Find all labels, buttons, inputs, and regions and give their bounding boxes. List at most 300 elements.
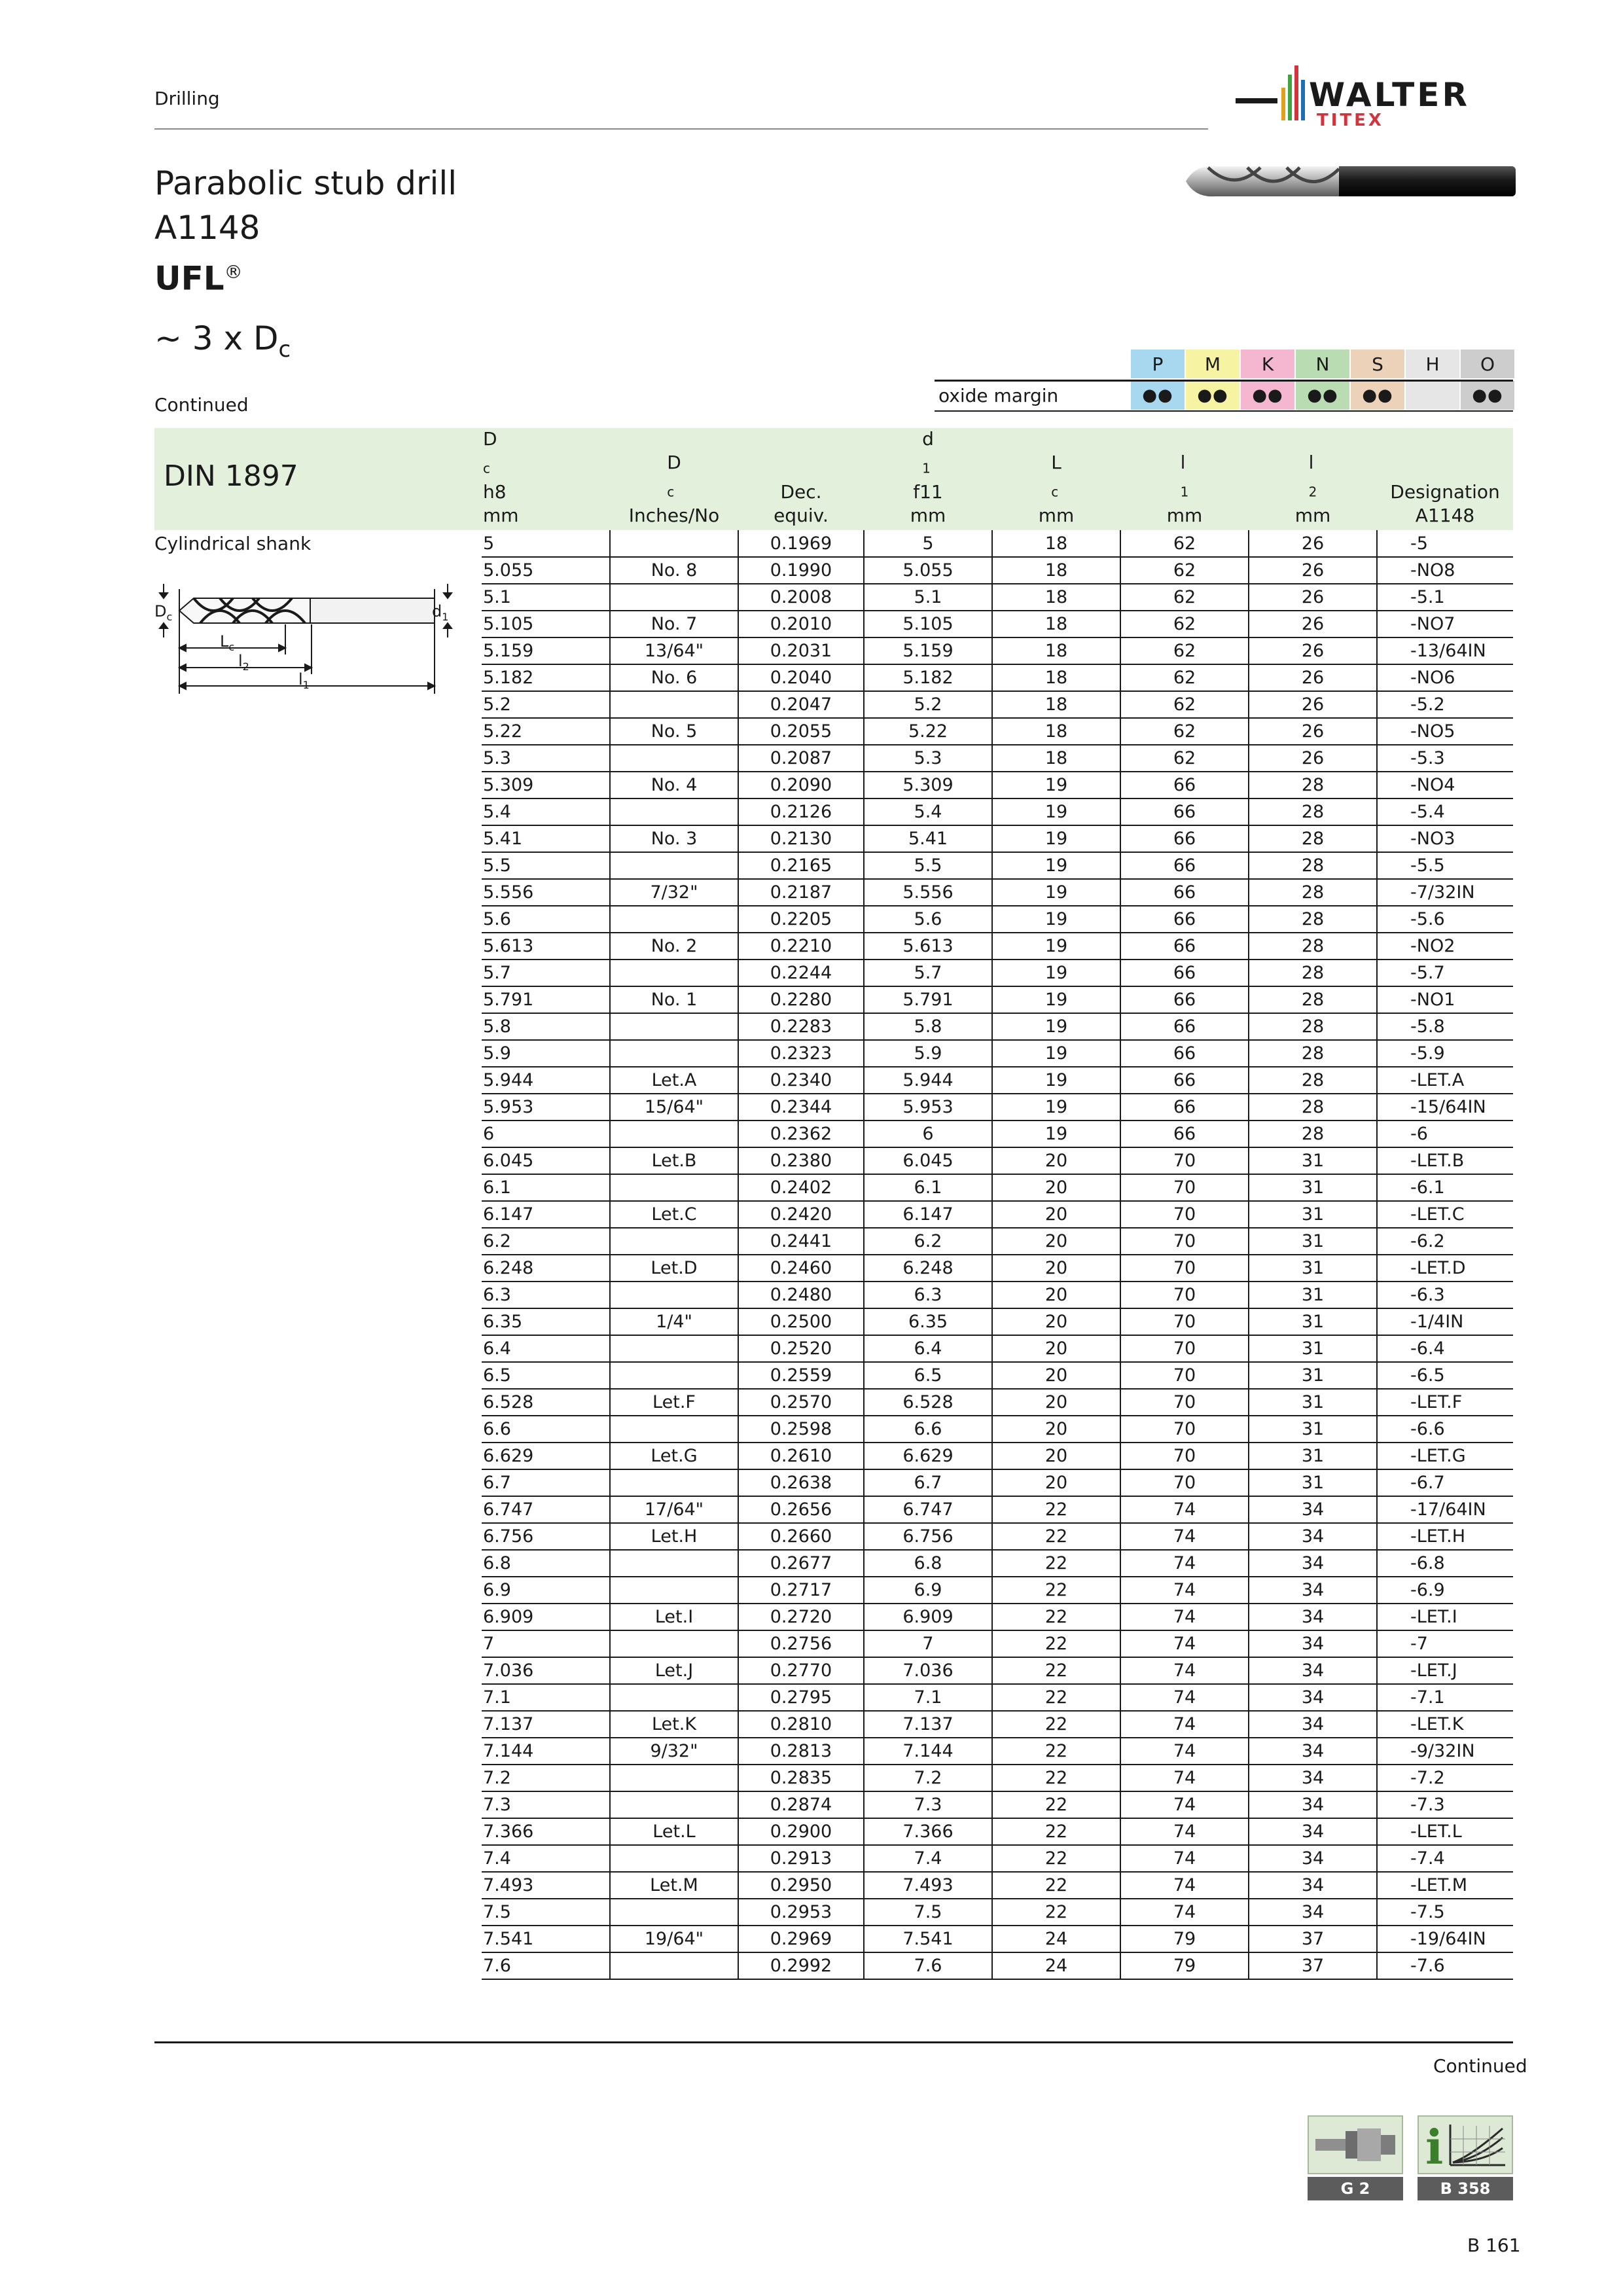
table-row (482, 1791, 1513, 1818)
cell-l2: 34 (1249, 1550, 1377, 1577)
cell-lc: 22 (992, 1899, 1120, 1926)
cell-inch (610, 1282, 738, 1308)
material-code-m: M (1186, 350, 1241, 378)
cell-l1: 62 (1120, 584, 1249, 611)
cell-dec: 0.2205 (738, 906, 864, 933)
cell-designation: -6.9 (1377, 1577, 1513, 1604)
cell-l2: 26 (1249, 611, 1377, 637)
table-row (482, 1174, 1513, 1201)
cell-lc: 18 (992, 530, 1120, 557)
cell-dc: 7.137 (482, 1711, 610, 1738)
table-row (482, 530, 1513, 557)
walter-titex-logo (1236, 63, 1517, 135)
cell-dec: 0.2283 (738, 1013, 864, 1040)
dim-l1: $l_1$ (298, 670, 310, 691)
cell-d1: 7.144 (864, 1738, 992, 1765)
cell-l2: 34 (1249, 1523, 1377, 1550)
cell-inch (610, 1174, 738, 1201)
cell-designation: -NO4 (1377, 772, 1513, 798)
cell-l2: 28 (1249, 852, 1377, 879)
cell-inch (610, 1630, 738, 1657)
cell-dc: 5.309 (482, 772, 610, 798)
cell-l1: 70 (1120, 1416, 1249, 1443)
cell-inch (610, 1362, 738, 1389)
cell-inch: Let.G (610, 1443, 738, 1469)
svg-text:WALTER: WALTER (1309, 76, 1470, 114)
cell-inch: Let.K (610, 1711, 738, 1738)
cell-designation: -13/64IN (1377, 637, 1513, 664)
cell-dc: 5.159 (482, 637, 610, 664)
continued-note-top: Continued (154, 394, 249, 416)
header-divider (154, 128, 1208, 130)
section-label: Drilling (154, 88, 220, 109)
cell-inch: Let.M (610, 1872, 738, 1899)
material-mark-m: ●● (1186, 381, 1241, 410)
cell-dc: 6.1 (482, 1174, 610, 1201)
cell-lc: 22 (992, 1577, 1120, 1604)
cell-designation: -5.6 (1377, 906, 1513, 933)
cell-inch: 9/32" (610, 1738, 738, 1765)
cell-lc: 19 (992, 1094, 1120, 1121)
cell-dec: 0.2835 (738, 1765, 864, 1791)
cell-d1: 5.8 (864, 1013, 992, 1040)
cell-l2: 26 (1249, 691, 1377, 718)
cell-l2: 28 (1249, 879, 1377, 906)
cell-dec: 0.2656 (738, 1496, 864, 1523)
cell-dec: 0.2480 (738, 1282, 864, 1308)
cell-inch: Let.L (610, 1818, 738, 1845)
table-row (482, 1121, 1513, 1147)
material-code-s: S (1351, 350, 1406, 378)
cell-dec: 0.2040 (738, 664, 864, 691)
cell-d1: 6.629 (864, 1443, 992, 1469)
cell-d1: 7.2 (864, 1765, 992, 1791)
dim-d1: $d_1$ (432, 602, 449, 623)
col-header-l1: l $_1$ mm (1166, 452, 1203, 526)
cell-inch (610, 530, 738, 557)
cell-designation: -5.3 (1377, 745, 1513, 772)
cell-d1: 5.6 (864, 906, 992, 933)
cell-dc: 7.036 (482, 1657, 610, 1684)
cell-inch: No. 1 (610, 986, 738, 1013)
material-mark-h (1406, 381, 1461, 410)
cell-dec: 0.2420 (738, 1201, 864, 1228)
cell-d1: 7.541 (864, 1926, 992, 1952)
cell-inch (610, 1469, 738, 1496)
cell-dec: 0.2638 (738, 1469, 864, 1496)
cell-dec: 0.2720 (738, 1604, 864, 1630)
cell-inch: Let.C (610, 1201, 738, 1228)
cell-l2: 31 (1249, 1255, 1377, 1282)
cell-l1: 70 (1120, 1228, 1249, 1255)
col-header-inch: D $_c$ Inches/No (628, 452, 720, 526)
table-bottom-rule (154, 2041, 1513, 2043)
cell-dec: 0.2813 (738, 1738, 864, 1765)
cell-dec: 0.2210 (738, 933, 864, 960)
table-row (482, 1094, 1513, 1121)
cell-lc: 19 (992, 825, 1120, 852)
table-row (482, 1657, 1513, 1684)
table-row (482, 664, 1513, 691)
cell-d1: 6.147 (864, 1201, 992, 1228)
cell-l2: 31 (1249, 1147, 1377, 1174)
cell-designation: -5.8 (1377, 1013, 1513, 1040)
cell-dc: 5.4 (482, 798, 610, 825)
table-row (482, 1201, 1513, 1228)
cell-dec: 0.2441 (738, 1228, 864, 1255)
cell-lc: 20 (992, 1228, 1120, 1255)
cell-lc: 24 (992, 1926, 1120, 1952)
table-row (482, 1416, 1513, 1443)
cell-designation: -5 (1377, 530, 1513, 557)
cell-l1: 62 (1120, 530, 1249, 557)
cell-l1: 62 (1120, 664, 1249, 691)
cell-l1: 74 (1120, 1523, 1249, 1550)
cell-dec: 0.2610 (738, 1443, 864, 1469)
cell-designation: -LET.B (1377, 1147, 1513, 1174)
cell-lc: 22 (992, 1523, 1120, 1550)
material-mark-n: ●● (1296, 381, 1351, 410)
cell-l2: 28 (1249, 798, 1377, 825)
cell-l1: 70 (1120, 1174, 1249, 1201)
cell-l2: 28 (1249, 1121, 1377, 1147)
cell-designation: -17/64IN (1377, 1496, 1513, 1523)
cell-inch: No. 5 (610, 718, 738, 745)
material-code-o: O (1461, 350, 1516, 378)
material-header-row (935, 350, 1516, 378)
col-header-designation: Designation A1148 (1390, 481, 1500, 526)
cell-dc: 7.5 (482, 1899, 610, 1926)
cell-dc: 6.747 (482, 1496, 610, 1523)
cell-designation: -LET.J (1377, 1657, 1513, 1684)
cell-dec: 0.2969 (738, 1926, 864, 1952)
cell-inch (610, 1577, 738, 1604)
cell-inch: Let.B (610, 1147, 738, 1174)
cell-l2: 26 (1249, 530, 1377, 557)
cell-l2: 34 (1249, 1604, 1377, 1630)
cell-lc: 22 (992, 1818, 1120, 1845)
cell-lc: 20 (992, 1282, 1120, 1308)
cell-l2: 31 (1249, 1228, 1377, 1255)
cell-dec: 0.2362 (738, 1121, 864, 1147)
material-rule-top (935, 380, 1513, 382)
cell-designation: -NO5 (1377, 718, 1513, 745)
cell-d1: 6 (864, 1121, 992, 1147)
cell-dec: 0.1990 (738, 557, 864, 584)
cell-designation: -6.1 (1377, 1174, 1513, 1201)
table-row (482, 1308, 1513, 1335)
cell-inch: Let.A (610, 1067, 738, 1094)
cell-l2: 28 (1249, 825, 1377, 852)
cell-l1: 74 (1120, 1765, 1249, 1791)
cell-dc: 6.35 (482, 1308, 610, 1335)
cell-dc: 6.8 (482, 1550, 610, 1577)
cell-d1: 6.528 (864, 1389, 992, 1416)
cell-inch (610, 691, 738, 718)
table-row (482, 825, 1513, 852)
material-mark-o: ●● (1461, 381, 1516, 410)
cell-dec: 0.2126 (738, 798, 864, 825)
table-row (482, 1577, 1513, 1604)
cell-dec: 0.2500 (738, 1308, 864, 1335)
cell-designation: -5.2 (1377, 691, 1513, 718)
cell-lc: 20 (992, 1174, 1120, 1201)
cell-l2: 34 (1249, 1496, 1377, 1523)
cell-d1: 6.909 (864, 1604, 992, 1630)
cell-lc: 22 (992, 1711, 1120, 1738)
cell-l2: 28 (1249, 772, 1377, 798)
cell-l2: 34 (1249, 1577, 1377, 1604)
cell-dec: 0.2340 (738, 1067, 864, 1094)
cell-dc: 5.9 (482, 1040, 610, 1067)
cell-lc: 20 (992, 1335, 1120, 1362)
cell-l1: 66 (1120, 852, 1249, 879)
cell-designation: -6.4 (1377, 1335, 1513, 1362)
cell-dec: 0.2323 (738, 1040, 864, 1067)
cell-inch (610, 584, 738, 611)
toolholder-icon[interactable] (1308, 2115, 1403, 2174)
shank-type-label: Cylindrical shank (154, 533, 312, 554)
cell-l1: 74 (1120, 1604, 1249, 1630)
cell-d1: 6.5 (864, 1362, 992, 1389)
table-row (482, 1899, 1513, 1926)
cell-lc: 22 (992, 1684, 1120, 1711)
cell-l1: 74 (1120, 1845, 1249, 1872)
cell-d1: 6.756 (864, 1523, 992, 1550)
cell-lc: 20 (992, 1255, 1120, 1282)
ratio-text: ~ 3 x D (154, 319, 279, 357)
cell-l2: 31 (1249, 1362, 1377, 1389)
cell-designation: -LET.M (1377, 1872, 1513, 1899)
cell-dec: 0.1969 (738, 530, 864, 557)
cell-l1: 74 (1120, 1657, 1249, 1684)
table-row (482, 1389, 1513, 1416)
cell-l2: 34 (1249, 1899, 1377, 1926)
cell-dc: 6.7 (482, 1469, 610, 1496)
cell-d1: 6.7 (864, 1469, 992, 1496)
cell-lc: 22 (992, 1604, 1120, 1630)
cell-l1: 70 (1120, 1443, 1249, 1469)
table-row (482, 1335, 1513, 1362)
cell-d1: 6.2 (864, 1228, 992, 1255)
drill-depth-ratio (154, 319, 291, 363)
cell-dc: 5.2 (482, 691, 610, 718)
cell-l2: 31 (1249, 1443, 1377, 1469)
cell-inch (610, 745, 738, 772)
cell-l2: 31 (1249, 1335, 1377, 1362)
cell-designation: -7.1 (1377, 1684, 1513, 1711)
cell-l1: 74 (1120, 1738, 1249, 1765)
cell-l1: 66 (1120, 960, 1249, 986)
cell-lc: 22 (992, 1791, 1120, 1818)
material-code-h: H (1406, 350, 1461, 378)
cell-designation: -15/64IN (1377, 1094, 1513, 1121)
cell-lc: 19 (992, 772, 1120, 798)
cell-designation: -6.5 (1377, 1362, 1513, 1389)
cell-dc: 5.1 (482, 584, 610, 611)
table-row (482, 1443, 1513, 1469)
table-row (482, 986, 1513, 1013)
cell-l2: 34 (1249, 1818, 1377, 1845)
dim-l2: $l_2$ (238, 652, 249, 673)
cell-dec: 0.2047 (738, 691, 864, 718)
cell-d1: 7.5 (864, 1899, 992, 1926)
cell-dc: 7.6 (482, 1952, 610, 1979)
cell-d1: 5.22 (864, 718, 992, 745)
cell-designation: -19/64IN (1377, 1926, 1513, 1952)
cell-dec: 0.2090 (738, 772, 864, 798)
cell-lc: 18 (992, 718, 1120, 745)
cell-lc: 20 (992, 1389, 1120, 1416)
cell-designation: -5.5 (1377, 852, 1513, 879)
cell-designation: -NO7 (1377, 611, 1513, 637)
table-row (482, 1818, 1513, 1845)
cell-l1: 74 (1120, 1630, 1249, 1657)
cell-d1: 5.309 (864, 772, 992, 798)
cell-dec: 0.2756 (738, 1630, 864, 1657)
cell-l2: 34 (1249, 1684, 1377, 1711)
cell-dec: 0.2795 (738, 1684, 864, 1711)
cell-lc: 19 (992, 1121, 1120, 1147)
cell-lc: 24 (992, 1952, 1120, 1979)
cell-inch (610, 1684, 738, 1711)
cell-l2: 28 (1249, 986, 1377, 1013)
cell-dc: 7.366 (482, 1818, 610, 1845)
cell-d1: 6.3 (864, 1282, 992, 1308)
cell-designation: -7.4 (1377, 1845, 1513, 1872)
drill-dimension-diagram (154, 569, 462, 703)
cell-dec: 0.2165 (738, 852, 864, 879)
table-row (482, 1604, 1513, 1630)
cell-l1: 62 (1120, 691, 1249, 718)
cell-dc: 5 (482, 530, 610, 557)
cell-l2: 34 (1249, 1711, 1377, 1738)
cell-d1: 5 (864, 530, 992, 557)
din-standard: DIN 1897 (164, 459, 298, 493)
cell-l1: 66 (1120, 906, 1249, 933)
cell-dc: 6 (482, 1121, 610, 1147)
col-header-d1: d $_1$ f11 mm (910, 428, 946, 526)
col-header-lc: L $_c$ mm (1038, 452, 1075, 526)
cell-dec: 0.2402 (738, 1174, 864, 1201)
cell-dc: 6.147 (482, 1201, 610, 1228)
cell-designation: -NO2 (1377, 933, 1513, 960)
cell-l2: 28 (1249, 1094, 1377, 1121)
grade-name: UFL (154, 259, 224, 298)
cell-dc: 6.6 (482, 1416, 610, 1443)
product-grade (154, 250, 243, 301)
cell-d1: 5.055 (864, 557, 992, 584)
cell-dec: 0.2520 (738, 1335, 864, 1362)
cell-designation: -6.7 (1377, 1469, 1513, 1496)
cell-inch: 17/64" (610, 1496, 738, 1523)
cell-designation: -LET.L (1377, 1818, 1513, 1845)
cell-inch: No. 6 (610, 664, 738, 691)
logo-graphic (1236, 63, 1517, 135)
cell-l1: 70 (1120, 1308, 1249, 1335)
info-chart-icon[interactable] (1418, 2115, 1513, 2174)
table-row (482, 1282, 1513, 1308)
table-row (482, 960, 1513, 986)
cell-dc: 5.556 (482, 879, 610, 906)
table-row (482, 1040, 1513, 1067)
cell-inch (610, 906, 738, 933)
cell-designation: -6 (1377, 1121, 1513, 1147)
cell-designation: -5.4 (1377, 798, 1513, 825)
cell-dec: 0.2950 (738, 1872, 864, 1899)
table-row (482, 718, 1513, 745)
cell-d1: 5.953 (864, 1094, 992, 1121)
cell-dc: 5.055 (482, 557, 610, 584)
drill-size-table (482, 530, 1513, 1980)
cell-dec: 0.2717 (738, 1577, 864, 1604)
cell-dc: 6.756 (482, 1523, 610, 1550)
cell-inch: 15/64" (610, 1094, 738, 1121)
cell-l2: 28 (1249, 933, 1377, 960)
cell-l2: 34 (1249, 1630, 1377, 1657)
cell-lc: 22 (992, 1765, 1120, 1791)
cell-designation: -7 (1377, 1630, 1513, 1657)
table-row (482, 906, 1513, 933)
cell-d1: 5.613 (864, 933, 992, 960)
cell-inch (610, 852, 738, 879)
cell-designation: -1/4IN (1377, 1308, 1513, 1335)
cell-inch (610, 1550, 738, 1577)
cell-lc: 22 (992, 1496, 1120, 1523)
cell-lc: 20 (992, 1469, 1120, 1496)
cell-designation: -6.2 (1377, 1228, 1513, 1255)
cell-designation: -LET.I (1377, 1604, 1513, 1630)
cell-lc: 19 (992, 1040, 1120, 1067)
cell-dc: 7.4 (482, 1845, 610, 1872)
material-code-k: K (1241, 350, 1296, 378)
cell-designation: -LET.A (1377, 1067, 1513, 1094)
cell-dc: 5.8 (482, 1013, 610, 1040)
cell-lc: 22 (992, 1738, 1120, 1765)
cell-l1: 70 (1120, 1389, 1249, 1416)
cell-l1: 66 (1120, 933, 1249, 960)
cell-l1: 62 (1120, 718, 1249, 745)
cell-inch (610, 1845, 738, 1872)
cell-d1: 5.7 (864, 960, 992, 986)
cell-lc: 20 (992, 1362, 1120, 1389)
cell-dec: 0.2913 (738, 1845, 864, 1872)
cell-dec: 0.2008 (738, 584, 864, 611)
cell-dc: 5.105 (482, 611, 610, 637)
cell-l1: 66 (1120, 1067, 1249, 1094)
cell-designation: -NO3 (1377, 825, 1513, 852)
cell-l2: 31 (1249, 1416, 1377, 1443)
cell-dc: 5.5 (482, 852, 610, 879)
cell-designation: -NO6 (1377, 664, 1513, 691)
table-row (482, 1147, 1513, 1174)
cell-l2: 28 (1249, 1013, 1377, 1040)
table-row (482, 1469, 1513, 1496)
col-header-dc: D $_c$ h8 mm (483, 428, 519, 526)
cell-l2: 26 (1249, 718, 1377, 745)
cell-d1: 7.6 (864, 1952, 992, 1979)
cell-l1: 70 (1120, 1201, 1249, 1228)
cell-inch: No. 3 (610, 825, 738, 852)
cell-d1: 5.9 (864, 1040, 992, 1067)
cell-l1: 74 (1120, 1550, 1249, 1577)
cell-designation: -6.6 (1377, 1416, 1513, 1443)
cell-d1: 6.045 (864, 1147, 992, 1174)
cell-lc: 18 (992, 611, 1120, 637)
cell-inch: 1/4" (610, 1308, 738, 1335)
table-row (482, 1496, 1513, 1523)
table-row (482, 1255, 1513, 1282)
